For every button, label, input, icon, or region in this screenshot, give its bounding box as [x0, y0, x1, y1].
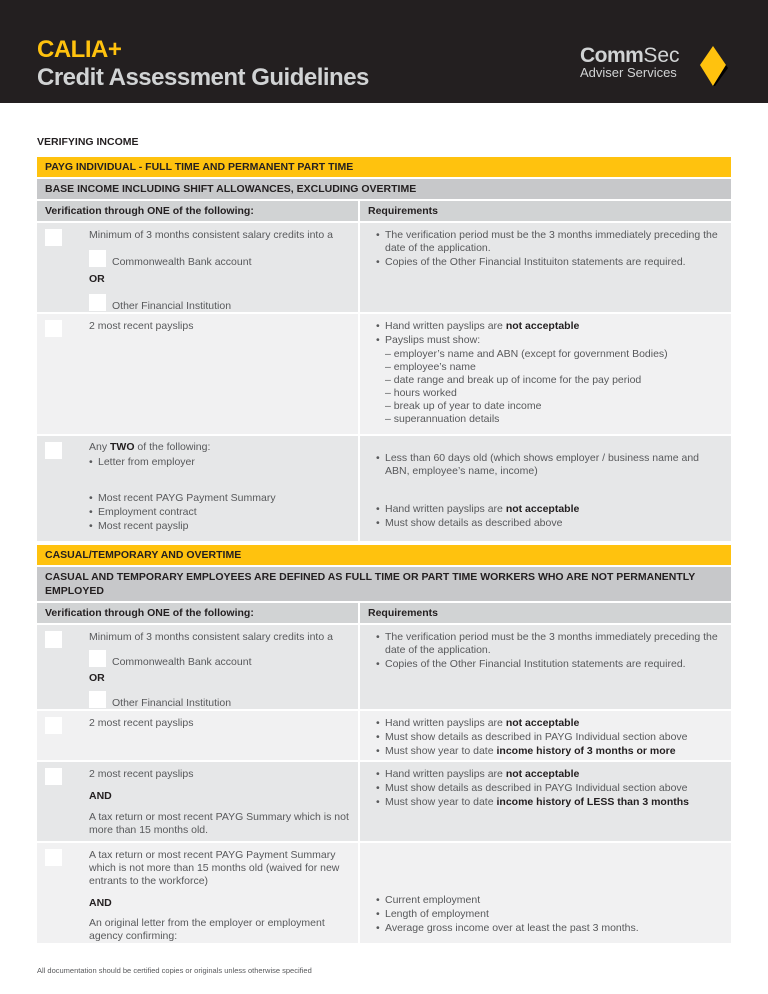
checkbox[interactable]: [45, 229, 62, 246]
checkbox[interactable]: [45, 768, 62, 785]
option-cba: Commonwealth Bank account: [112, 256, 252, 268]
or-label: OR: [89, 273, 105, 285]
requirement: [376, 768, 723, 781]
requirement: [376, 320, 723, 333]
option-text: An original letter from the employer or employment agency confirming:: [89, 917, 325, 942]
requirement: • Payslips must show:: [376, 334, 723, 347]
sub-requirement: – employer’s name and ABN (except for government Bodies): [385, 348, 668, 360]
sub-requirement: – employee’s name: [385, 361, 476, 373]
requirement: • Must show details as described in PAYG Individual section above: [376, 782, 723, 795]
col-header-requirements: Requirements: [360, 603, 731, 623]
req-bold: income history of LESS than 3 months: [496, 796, 690, 808]
option-text: A tax return or most recent PAYG Payment Summary which is not more than 15 months old (waived for new entrants to the workforce): [89, 849, 340, 887]
option-text: A tax return or most recent PAYG Summary which is not more than 15 months old.: [89, 811, 349, 836]
requirement: [376, 796, 723, 809]
table-row: [37, 436, 731, 541]
checkbox[interactable]: [89, 250, 106, 267]
option-text: Minimum of 3 months consistent salary credits into a: [89, 229, 333, 241]
option-text: 2 most recent payslips: [89, 320, 194, 332]
list-item: • Employment contract: [89, 506, 350, 519]
brand-title: CALIA+: [37, 36, 122, 63]
requirement: [376, 745, 723, 758]
checkbox[interactable]: [45, 320, 62, 337]
logo-bold: Comm: [580, 44, 644, 67]
option-text-pre: Any: [89, 441, 111, 453]
checkbox[interactable]: [89, 650, 106, 667]
document-title: Credit Assessment Guidelines: [37, 64, 369, 91]
option-text: 2 most recent payslips: [89, 768, 194, 780]
requirement: • Less than 60 days old (which shows employer / business name and ABN, employee’s name, income): [376, 452, 723, 478]
option-text: 2 most recent payslips: [89, 717, 194, 729]
req-text: Hand written payslips are: [385, 768, 506, 780]
requirement: • Average gross income over at least the past 3 months.: [376, 922, 723, 935]
col-header-verification: Verification through ONE of the following:: [37, 603, 358, 623]
requirement: [376, 503, 723, 516]
requirement: [376, 717, 723, 730]
table-title: CASUAL/TEMPORARY AND OVERTIME: [37, 545, 731, 565]
diamond-logo-icon: [698, 46, 728, 86]
checkbox[interactable]: [89, 294, 106, 311]
table-row: [37, 223, 731, 312]
list-item: • Most recent PAYG Payment Summary: [89, 492, 350, 505]
req-bold: income history of 3 months or more: [496, 745, 676, 757]
requirement: • Copies of the Other Financial Institution statements are required.: [376, 658, 723, 671]
option-text-bold: TWO: [110, 441, 135, 453]
table-row: [37, 762, 731, 841]
requirement: • Must show details as described above: [376, 517, 723, 530]
checkbox[interactable]: [89, 691, 106, 708]
option-cba: Commonwealth Bank account: [112, 656, 252, 668]
checkbox[interactable]: [45, 442, 62, 459]
or-label: OR: [89, 672, 105, 684]
checkbox[interactable]: [45, 717, 62, 734]
col-header-requirements: Requirements: [360, 201, 731, 221]
checkbox[interactable]: [45, 631, 62, 648]
footer-note: All documentation should be certified copies or originals unless otherwise specified: [37, 966, 312, 975]
table-subtitle: CASUAL AND TEMPORARY EMPLOYEES ARE DEFINED AS FULL TIME OR PART TIME WORKERS WHO ARE NOT PERMANENTLY EMPLOYED: [37, 567, 731, 601]
table-row: [37, 711, 731, 760]
req-bold: not acceptable: [505, 503, 580, 515]
req-text: Hand written payslips are: [385, 503, 506, 515]
req-bold: not acceptable: [505, 320, 580, 332]
page-header: [0, 0, 768, 103]
table-title: PAYG INDIVIDUAL - FULL TIME AND PERMANENT PART TIME: [37, 157, 731, 177]
casual-table: [37, 545, 731, 943]
logo-sub: Adviser Services: [580, 65, 677, 80]
req-text: Must show year to date: [385, 745, 497, 757]
section-title: VERIFYING INCOME: [37, 136, 139, 148]
and-label: AND: [89, 790, 112, 802]
req-text: Hand written payslips are: [385, 320, 506, 332]
req-bold: not acceptable: [505, 768, 580, 780]
column-headers: [37, 201, 731, 221]
option-ofi: Other Financial Institution: [112, 300, 232, 312]
list-item: • Most recent payslip: [89, 520, 350, 533]
option-ofi: Other Financial Institution: [112, 697, 232, 709]
checkbox[interactable]: [45, 849, 62, 866]
req-text: Must show year to date: [385, 796, 497, 808]
sub-requirement: – break up of year to date income: [385, 400, 542, 412]
and-label: AND: [89, 897, 112, 909]
column-headers: [37, 603, 731, 623]
requirement: • The verification period must be the 3 months immediately preceding the date of the application.: [376, 229, 723, 255]
list-item: • Letter from employer: [89, 456, 350, 469]
table-row: [37, 625, 731, 709]
table-subtitle: BASE INCOME INCLUDING SHIFT ALLOWANCES, EXCLUDING OVERTIME: [37, 179, 731, 199]
req-bold: not acceptable: [505, 717, 580, 729]
payg-table: [37, 157, 731, 541]
col-header-verification: Verification through ONE of the following:: [37, 201, 358, 221]
sub-requirement: – hours worked: [385, 387, 457, 399]
option-text: [89, 441, 350, 454]
requirement: • Length of employment: [376, 908, 723, 921]
commsec-logo: [580, 44, 680, 80]
option-text: Minimum of 3 months consistent salary credits into a: [89, 631, 333, 643]
table-row: [37, 843, 731, 943]
requirement: • Current employment: [376, 894, 723, 907]
table-row: [37, 314, 731, 434]
req-text: Hand written payslips are: [385, 717, 506, 729]
sub-requirement: – date range and break up of income for the pay period: [385, 374, 642, 386]
requirement: • Must show details as described in PAYG Individual section above: [376, 731, 723, 744]
requirement: • Copies of the Other Financial Instituiton statements are required.: [376, 256, 723, 269]
logo-light: Sec: [643, 44, 680, 67]
requirement: • The verification period must be the 3 months immediately preceding the date of the application.: [376, 631, 723, 657]
option-text-post: of the following:: [134, 441, 211, 453]
sub-requirement: – superannuation details: [385, 413, 500, 425]
